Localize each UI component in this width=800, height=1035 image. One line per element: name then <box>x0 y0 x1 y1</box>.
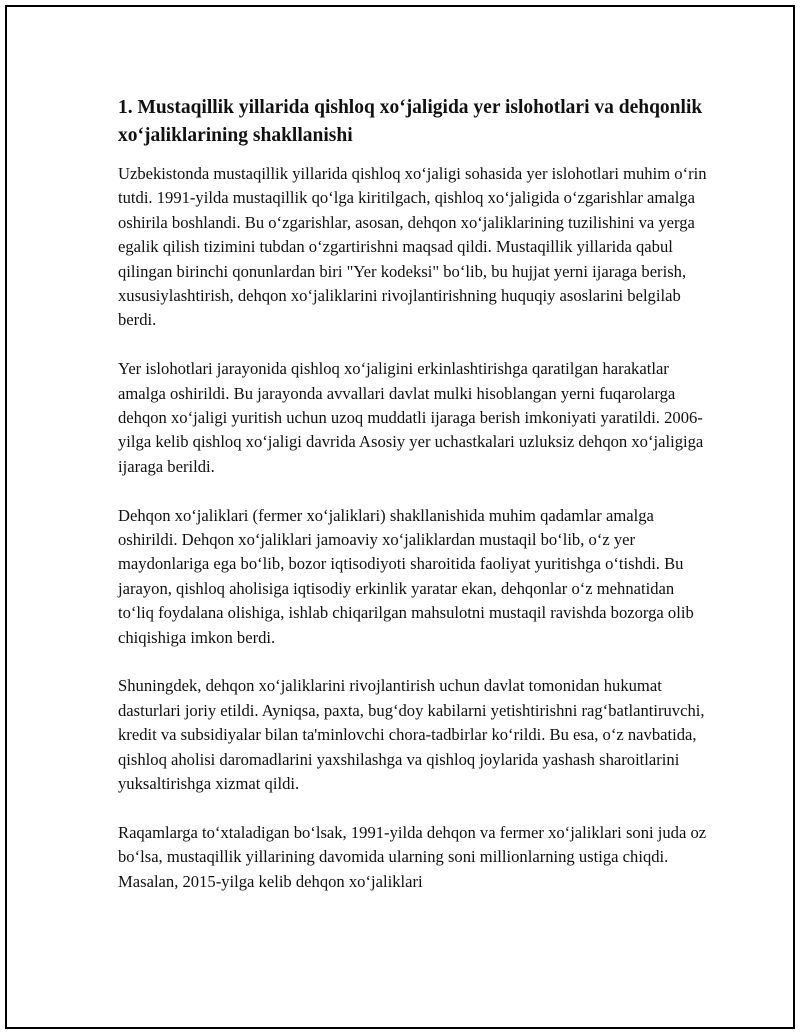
paragraph-1: Uzbekistonda mustaqillik yillarida qishloq xo‘jaligi sohasida yer islohotlari muhim o‘rin tutdi. 1991-yilda mustaqillik qo‘lga kiritilgach, qishloq xo‘jaligida o‘zgarishlar amalga oshirila boshlandi. Bu o‘zgarishlar, asosan, dehqon xo‘jaliklarining tuzilishini va yerga egalik qilish tizimini tubdan o‘zgartirishni maqsad qildi. Mustaqillik yillarida qabul qilingan birinchi qonunlardan biri "Yer kodeksi" bo‘lib, bu hujjat yerni ijaraga berish, xususiylashtirish, dehqon xo‘jaliklarini rivojlantirishning huquqiy asoslarini belgilab berdi. <box>118 164 707 330</box>
paragraph-5: Raqamlarga to‘xtaladigan bo‘lsak, 1991-yilda dehqon va fermer xo‘jaliklari soni juda oz bo‘lsa, mustaqillik yillarining davomida ularning soni millionlarning ustiga chiqdi. Masalan, 2015-yilga kelib dehqon xo‘jaliklari <box>118 822 707 891</box>
section-heading: 1. Mustaqillik yillarida qishloq xo‘jaligida yer islohotlari va dehqonlik xo‘jaliklarining shakllanishi <box>118 97 703 146</box>
paragraph-3: Dehqon xo‘jaliklari (fermer xo‘jaliklari) shakllanishida muhim qadamlar amalga oshirildi. Dehqon xo‘jaliklari jamoaviy xo‘jaliklardan mustaqil bo‘lib, o‘z yer maydonlariga ega bo‘lib, bozor iqtisodiyoti sharoitida faoliyat yuritishga o‘tishdi. Bu jarayon, qishloq aholisiga iqtisodiy erkinlik yaratar ekan, dehqonlar o‘z mehnatidan to‘liq foydalana olishiga, ishlab chiqarilgan mahsulotni mustaqil ravishda bozorga olib chiqishiga imkon berdi. <box>118 505 694 647</box>
paragraph-2: Yer islohotlari jarayonida qishloq xo‘jaligini erkinlashtirishga qaratilgan harakatlar amalga oshirildi. Bu jarayonda avvallari davlat mulki hisoblangan yerni fuqarolarga dehqon xo‘jaligi yuritish uchun uzoq muddatli ijaraga berish imkoniyati yaratildi. 2006-yilga kelib qishloq xo‘jaligi davrida Asosiy yer uchastkalari uzluksiz dehqon xo‘jaligiga ijaraga berildi. <box>118 359 704 476</box>
document-body <box>118 94 708 919</box>
paragraph-4: Shuningdek, dehqon xo‘jaliklarini rivojlantirish uchun davlat tomonidan hukumat dasturlari joriy etildi. Ayniqsa, paxta, bug‘doy kabilarni yetishtirishni rag‘batlantiruvchi, kredit va subsidiyalar bilan ta'minlovchi chora-tadbirlar ko‘rildi. Bu esa, o‘z navbatida, qishloq aholisi daromadlarini yaxshilashga va qishloq joylarida yashash sharoitlarini yuksaltirishga xizmat qildi. <box>118 676 705 794</box>
